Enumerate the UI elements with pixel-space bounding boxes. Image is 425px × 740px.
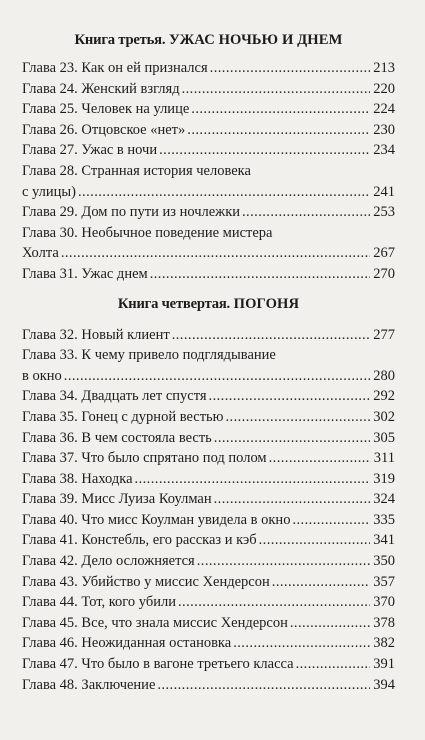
- dot-leader: [172, 325, 371, 346]
- toc-list-book-four: [22, 325, 395, 696]
- book-title: ПОГОНЯ: [233, 295, 300, 312]
- toc-line: [22, 202, 395, 223]
- chapter-title: Глава 43. Убийство у миссис Хендерсон: [22, 573, 270, 590]
- chapter-title: Глава 40. Что мисс Коулман увидела в окно: [22, 511, 291, 528]
- toc-entry: [22, 161, 395, 202]
- toc-line: [22, 120, 395, 141]
- toc-line: [22, 407, 395, 428]
- dot-leader: [209, 386, 371, 407]
- toc-entry: [22, 469, 395, 490]
- toc-line: [22, 325, 395, 346]
- dot-leader: [159, 140, 370, 161]
- book-label: Книга четвертая.: [117, 295, 230, 312]
- page-number: 305: [373, 429, 395, 446]
- toc-line: [22, 654, 395, 675]
- toc-entry: [22, 633, 395, 654]
- page-number: 234: [373, 142, 395, 159]
- toc-entry: [22, 58, 395, 79]
- dot-leader: [182, 79, 371, 100]
- page-number: 280: [373, 367, 395, 384]
- toc-entry: [22, 223, 395, 264]
- toc-line: [22, 530, 395, 551]
- toc-entry: [22, 613, 395, 634]
- toc-line: [22, 264, 395, 285]
- toc-entry: [22, 530, 395, 551]
- chapter-title: Глава 32. Новый клиент: [22, 326, 170, 343]
- page-number: 302: [373, 408, 395, 425]
- page-number: 241: [373, 183, 395, 200]
- chapter-title: Глава 27. Ужас в ночи: [22, 142, 158, 159]
- dot-leader: [135, 469, 371, 490]
- toc-line: [22, 469, 395, 490]
- toc-line: [22, 140, 395, 161]
- toc-line: [22, 99, 395, 120]
- chapter-title: Глава 46. Неожиданная остановка: [22, 635, 232, 652]
- chapter-title: Глава 35. Гонец с дурной вестью: [22, 408, 224, 425]
- page-number: 230: [373, 121, 395, 138]
- chapter-title: Глава 29. Дом по пути из ночлежки: [22, 204, 240, 221]
- book-title: УЖАС НОЧЬЮ И ДНЕМ: [168, 32, 343, 48]
- book-label: Книга третья.: [74, 32, 166, 48]
- toc-line: [22, 510, 395, 531]
- toc-line: [22, 489, 395, 510]
- toc-list-book-three: [22, 58, 395, 285]
- toc-entry: [22, 407, 395, 428]
- page-number: 382: [373, 635, 395, 652]
- toc-entry: [22, 592, 395, 613]
- page-number: 370: [373, 594, 395, 611]
- chapter-title: с улицы): [22, 183, 76, 200]
- chapter-title: Глава 26. Отцовское «нет»: [22, 121, 186, 138]
- toc-line: [22, 572, 395, 593]
- chapter-title: Глава 45. Все, что знала миссис Хендерсон: [22, 614, 288, 631]
- dot-leader: [187, 120, 370, 141]
- chapter-title-first-line: Глава 28. Странная история человека: [22, 162, 251, 179]
- dot-leader: [225, 407, 370, 428]
- toc-line: [22, 243, 395, 264]
- toc-page: [0, 30, 425, 740]
- chapter-title: Глава 48. Заключение: [22, 676, 156, 693]
- chapter-title: Глава 47. Что было в вагоне третьего класса: [22, 656, 294, 673]
- toc-line: [22, 366, 395, 387]
- page-number: 335: [373, 511, 395, 528]
- toc-line: [22, 613, 395, 634]
- dot-leader: [272, 572, 370, 593]
- dot-leader: [233, 633, 370, 654]
- toc-entry: [22, 448, 395, 469]
- dot-leader: [157, 675, 370, 696]
- dot-leader: [214, 428, 370, 449]
- page-number: 350: [373, 553, 395, 570]
- page-number: 324: [373, 491, 395, 508]
- dot-leader: [64, 366, 370, 387]
- dot-leader: [269, 448, 371, 469]
- chapter-title: Глава 23. Как он ей признался: [22, 60, 208, 76]
- section-heading-book-three: [22, 30, 395, 50]
- chapter-title: Глава 41. Констебль, его рассказ и кэб: [22, 532, 257, 549]
- dot-leader: [191, 99, 370, 120]
- page-number: 220: [373, 80, 395, 97]
- dot-leader: [242, 202, 370, 223]
- dot-leader: [150, 264, 371, 285]
- dot-leader: [78, 182, 370, 203]
- chapter-title: Глава 38. Находка: [22, 470, 133, 487]
- chapter-title: Глава 31. Ужас днем: [22, 265, 148, 282]
- page-number: 311: [373, 450, 395, 467]
- toc-entry: [22, 99, 395, 120]
- chapter-title-first-line: Глава 33. К чему привело подглядывание: [22, 347, 276, 364]
- toc-entry: [22, 325, 395, 346]
- toc-entry: [22, 120, 395, 141]
- page-number: 319: [373, 470, 395, 487]
- page-number: 270: [373, 265, 395, 282]
- dot-leader: [61, 243, 370, 264]
- dot-leader: [292, 510, 370, 531]
- chapter-title-first-line: Глава 30. Необычное поведение мистера: [22, 224, 273, 241]
- toc-line: [22, 79, 395, 100]
- chapter-title: Глава 34. Двадцать лет спустя: [22, 388, 207, 405]
- chapter-title: Глава 39. Мисс Луиза Коулман: [22, 491, 212, 508]
- toc-entry: [22, 428, 395, 449]
- dot-leader: [259, 530, 371, 551]
- chapter-title: Глава 44. Тот, кого убили: [22, 594, 176, 611]
- dot-leader: [290, 613, 370, 634]
- toc-entry: [22, 264, 395, 285]
- toc-entry: [22, 79, 395, 100]
- page-number: 391: [373, 656, 395, 673]
- dot-leader: [210, 58, 371, 79]
- page-number: 267: [373, 245, 395, 262]
- toc-line: [22, 551, 395, 572]
- toc-line: [22, 675, 395, 696]
- dot-leader: [296, 654, 371, 675]
- page-number: 213: [373, 60, 395, 76]
- toc-entry: [22, 386, 395, 407]
- page-number: 378: [373, 614, 395, 631]
- section-heading-book-four: [22, 294, 395, 314]
- dot-leader: [178, 592, 370, 613]
- chapter-title: Глава 36. В чем состояла весть: [22, 429, 212, 446]
- chapter-title: Глава 42. Дело осложняется: [22, 553, 195, 570]
- toc-line: [22, 182, 395, 203]
- page-number: 357: [373, 573, 395, 590]
- toc-line: [22, 386, 395, 407]
- page-number: 253: [373, 204, 395, 221]
- toc-entry: [22, 140, 395, 161]
- toc-line: [22, 448, 395, 469]
- toc-entry: [22, 202, 395, 223]
- chapter-title: Глава 24. Женский взгляд: [22, 80, 180, 97]
- toc-line: [22, 58, 395, 79]
- dot-leader: [197, 551, 371, 572]
- toc-entry: [22, 510, 395, 531]
- toc-entry: [22, 675, 395, 696]
- toc-line: [22, 428, 395, 449]
- toc-line: [22, 633, 395, 654]
- toc-entry: [22, 489, 395, 510]
- toc-entry: [22, 654, 395, 675]
- page-number: 292: [373, 388, 395, 405]
- page-number: 277: [373, 326, 395, 343]
- page-number: 394: [373, 676, 395, 693]
- page-number: 341: [373, 532, 395, 549]
- toc-line: [22, 592, 395, 613]
- chapter-title: Глава 25. Человек на улице: [22, 101, 190, 118]
- toc-entry: [22, 551, 395, 572]
- toc-entry: [22, 572, 395, 593]
- chapter-title: Холта: [22, 245, 59, 262]
- toc-entry: [22, 345, 395, 386]
- page-number: 224: [373, 101, 395, 118]
- chapter-title: в окно: [22, 367, 62, 384]
- chapter-title: Глава 37. Что было спрятано под полом: [22, 450, 267, 467]
- dot-leader: [214, 489, 371, 510]
